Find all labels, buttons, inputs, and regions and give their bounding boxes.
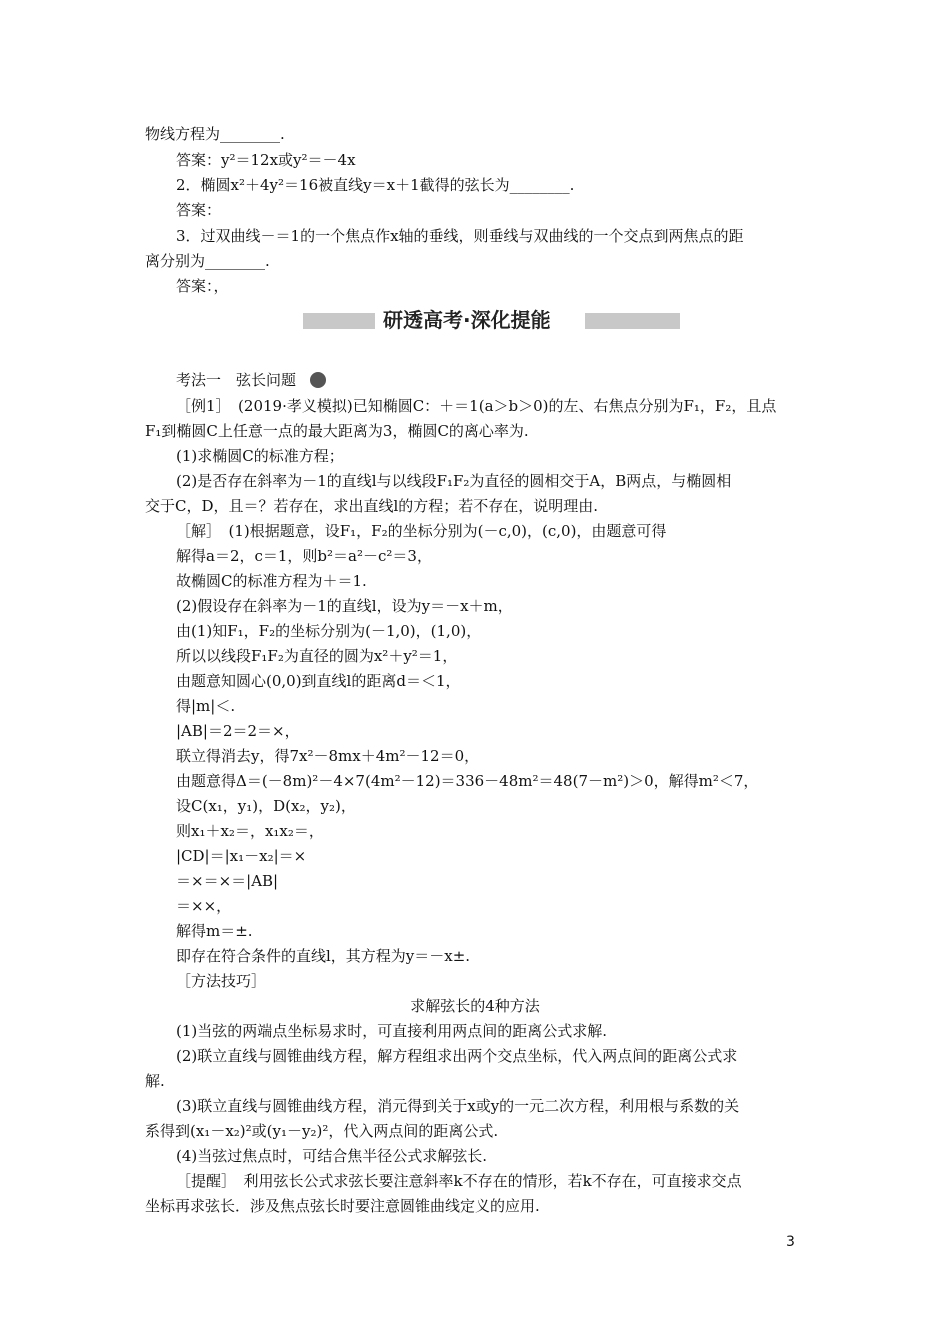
text-line: 解. <box>145 1072 165 1090</box>
answer-line: 答案：y²＝12x或y²＝－4x <box>176 151 356 169</box>
section-banner <box>303 307 680 333</box>
text-line: ＝×＝×＝|AB| <box>176 872 279 890</box>
bullet-dot-icon <box>310 372 326 388</box>
text-line: 系得到(x₁－x₂)²或(y₁－y₂)²，代入两点间的距离公式. <box>145 1122 499 1140</box>
text-line: 得|m|＜. <box>176 697 236 715</box>
text-line: (4)当弦过焦点时，可结合焦半径公式求解弦长. <box>176 1147 488 1165</box>
section-heading: 考法一 弦长问题 <box>176 370 326 390</box>
text-line: (2)是否存在斜率为－1的直线l与以线段F₁F₂为直径的圆相交于A，B两点，与椭圆相 <box>176 472 732 490</box>
text-line: 即存在符合条件的直线l，其方程为y＝－x±. <box>176 947 471 965</box>
text-line: (2)假设存在斜率为－1的直线l，设为y＝－x＋m， <box>176 597 513 615</box>
text-line: (3)联立直线与圆锥曲线方程，消元得到关于x或y的一元二次方程，利用根与系数的关 <box>176 1097 740 1115</box>
text-line: 物线方程为________. <box>145 125 285 143</box>
text-line: 设C(x₁，y₁)，D(x₂，y₂)， <box>176 797 356 815</box>
text-line: 所以以线段F₁F₂为直径的圆为x²＋y²＝1， <box>176 647 458 665</box>
banner-bar-left <box>303 313 375 329</box>
text-line: 交于C，D，且＝？若存在，求出直线l的方程；若不存在，说明理由. <box>145 497 599 515</box>
text-line: (2)联立直线与圆锥曲线方程，解方程组求出两个交点坐标，代入两点间的距离公式求 <box>176 1047 738 1065</box>
text-line: ＝××， <box>176 897 232 915</box>
text-line: ［方法技巧］ <box>176 972 267 990</box>
answer-line: 答案：， <box>176 277 229 295</box>
text-line: ［解］ (1)根据题意，设F₁，F₂的坐标分别为(－c,0)，(c,0)，由题意可得 <box>176 522 667 540</box>
answer-line: 答案： <box>176 201 222 219</box>
page-number: 3 <box>786 1234 795 1250</box>
text-line: 坐标再求弦长．涉及焦点弦长时要注意圆锥曲线定义的应用. <box>145 1197 540 1215</box>
text-line: 2．椭圆x²＋4y²＝16被直线y＝x＋1截得的弦长为________. <box>176 176 575 194</box>
text-line: 解得a＝2，c＝1，则b²＝a²－c²＝3， <box>176 547 432 565</box>
text-line: ［提醒］ 利用弦长公式求弦长要注意斜率k不存在的情形，若k不存在，可直接求交点 <box>176 1172 742 1190</box>
text-line: F₁到椭圆C上任意一点的最大距离为3，椭圆C的离心率为. <box>145 422 529 440</box>
text-line: 解得m＝±. <box>176 922 253 940</box>
banner-bar-right <box>585 313 680 329</box>
text-line: 故椭圆C的标准方程为＋＝1. <box>176 572 367 590</box>
text-line: ［例1］ (2019·孝义模拟)已知椭圆C：＋＝1(a＞b＞0)的左、右焦点分别为F₁，F₂，且点 <box>176 397 777 415</box>
text-line: |AB|＝2＝2＝×， <box>176 722 300 740</box>
text-line: |CD|＝|x₁－x₂|＝× <box>176 847 307 865</box>
banner-title: 研透高考·深化提能 <box>383 308 551 332</box>
method-title: 求解弦长的4种方法 <box>410 997 540 1015</box>
text-line: (1)求椭圆C的标准方程； <box>176 447 344 465</box>
text-line: 3．过双曲线－＝1的一个焦点作x轴的垂线，则垂线与双曲线的一个交点到两焦点的距 <box>176 227 744 245</box>
text-line: 由题意得Δ＝(－8m)²－4×7(4m²－12)＝336－48m²＝48(7－m²)＞0，解得m²＜7， <box>176 772 759 790</box>
text-line: 则x₁＋x₂＝，x₁x₂＝， <box>176 822 324 840</box>
text-line: 联立得消去y，得7x²－8mx＋4m²－12＝0， <box>176 747 480 765</box>
text-line: 由题意知圆心(0,0)到直线l的距离d＝＜1， <box>176 672 461 690</box>
text-line: 由(1)知F₁，F₂的坐标分别为(－1,0)，(1,0)， <box>176 622 482 640</box>
text-line: 离分别为________. <box>145 252 270 270</box>
text-line: (1)当弦的两端点坐标易求时，可直接利用两点间的距离公式求解. <box>176 1022 608 1040</box>
